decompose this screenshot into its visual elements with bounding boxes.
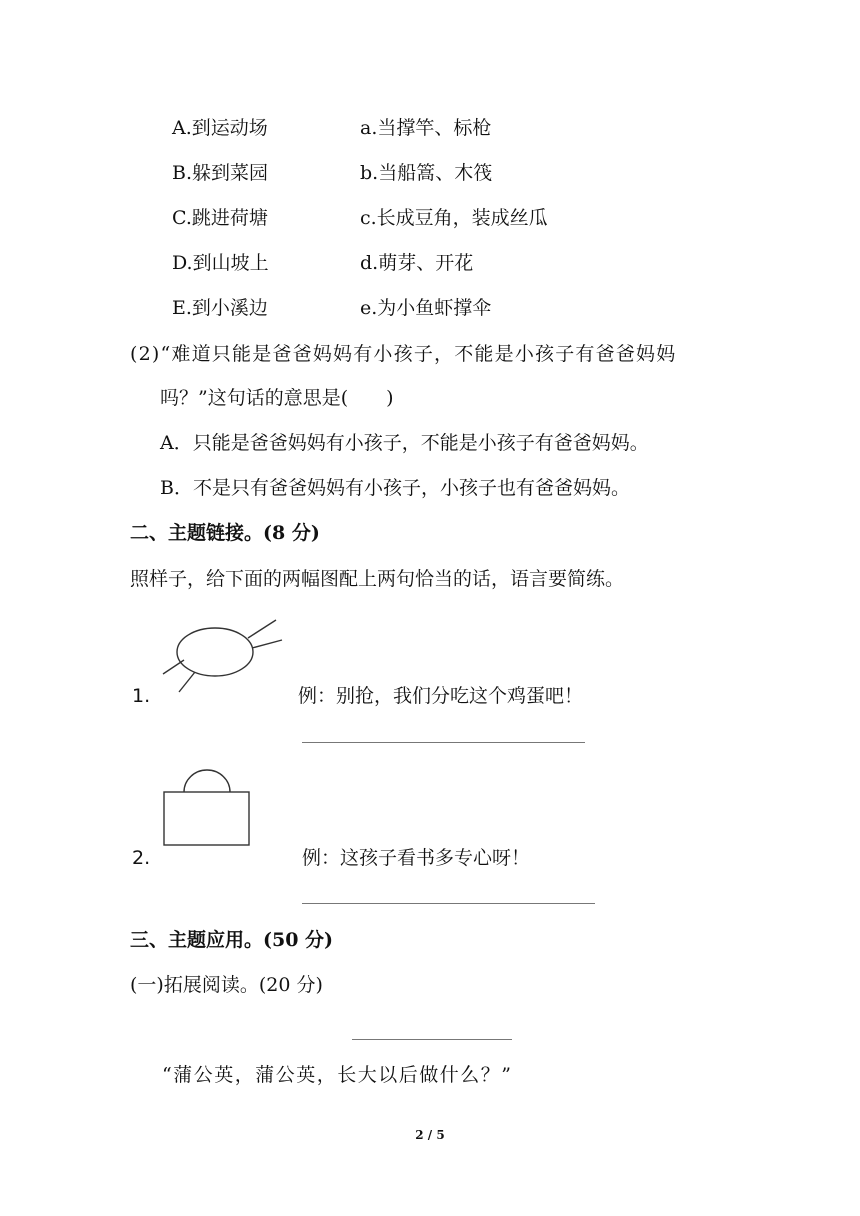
match-left-a: A.到运动场	[172, 117, 268, 139]
match-left-b: B.躲到菜园	[172, 162, 269, 184]
match-left-c: C.跳进荷塘	[172, 207, 268, 229]
match-left-e: E.到小溪边	[172, 297, 268, 319]
match-right-e: e.为小鱼虾撑伞	[360, 297, 492, 319]
match-right-a: a.当撑竿、标枪	[360, 117, 492, 139]
match-right-d: d.萌芽、开花	[360, 252, 474, 274]
match-left-d: D.到山坡上	[172, 252, 269, 274]
match-right-c: c.长成豆角，装成丝瓜	[360, 207, 548, 229]
section3-title: 三、主题应用。(50 分)	[130, 929, 334, 951]
section2-title: 二、主题链接。(8 分)	[130, 522, 320, 544]
book-drawing	[162, 768, 252, 848]
q2-stem-line1: (2)“难道只能是爸爸妈妈有小孩子，不能是小孩子有爸爸妈妈	[130, 343, 677, 365]
item1-example: 例：别抢，我们分吃这个鸡蛋吧！	[298, 685, 584, 707]
section3-subtitle: (一)拓展阅读。(20 分)	[130, 974, 323, 996]
match-right-b: b.当船篙、木筏	[360, 162, 493, 184]
reading-quote: “蒲公英，蒲公英，长大以后做什么？”	[162, 1064, 513, 1086]
reading-title-blank[interactable]	[352, 1039, 512, 1040]
page-number: 2 / 5	[415, 1128, 445, 1142]
item2-number: 2.	[132, 847, 151, 869]
item1-number: 1.	[132, 685, 151, 707]
item2-answer-line[interactable]	[302, 903, 595, 904]
item2-example: 例：这孩子看书多专心呀！	[302, 847, 531, 869]
item1-answer-line[interactable]	[302, 742, 585, 743]
egg-drawing	[160, 612, 285, 694]
section2-instruction: 照样子，给下面的两幅图配上两句恰当的话，语言要简练。	[130, 568, 625, 590]
q2-option-b: B．不是只有爸爸妈妈有小孩子，小孩子也有爸爸妈妈。	[160, 477, 630, 499]
q2-stem-line2: 吗？”这句话的意思是( )	[160, 387, 394, 409]
q2-option-a: A．只能是爸爸妈妈有小孩子，不能是小孩子有爸爸妈妈。	[160, 432, 649, 454]
